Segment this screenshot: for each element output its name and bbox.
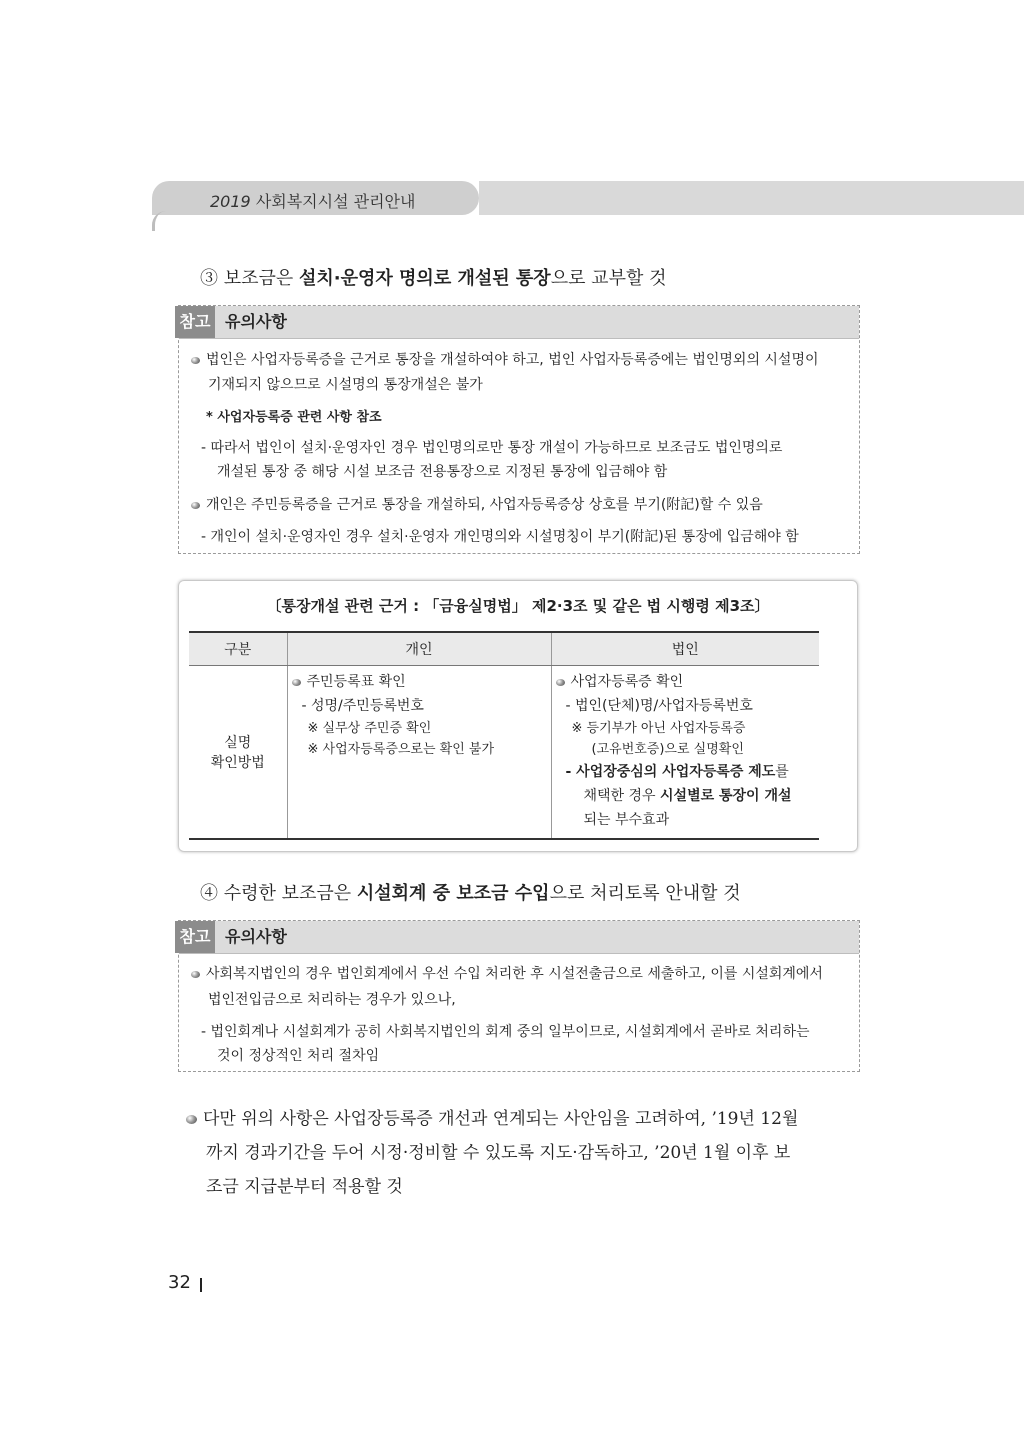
corporate-line-2: - 법인(단체)명/사업자등록번호 (565, 698, 753, 714)
individual-line-3: ※ 실무상 주민증 확인 (307, 721, 432, 736)
note1-text-7: - 개인이 설치·운영자인 경우 설치·운영자 개인명의와 시설명칭이 부기(附記)된 통장에 입금해야 함 (201, 529, 799, 545)
individual-text-1: 주민등록표 확인 (306, 674, 406, 690)
step4-bold: 시설회계 중 보조금 수입 (356, 883, 550, 904)
note2-text-4: 것이 정상적인 처리 절차임 (217, 1048, 380, 1064)
step3-prefix: ③ 보조금은 (200, 268, 299, 289)
note-header-1 (179, 306, 859, 339)
final-line-2: 까지 경과기간을 두어 시정·정비할 수 있도록 지도·감독하고, ’20년 1월 이후 보 (206, 1143, 791, 1163)
note1-line-3 (206, 406, 382, 425)
bullet-icon (191, 502, 200, 509)
note1-line-6 (191, 494, 763, 514)
reference-table (189, 631, 819, 840)
note-title-2: 유의사항 (225, 927, 287, 946)
header-year: 2019 (210, 192, 251, 211)
corporate-pre-2: 채택한 경우 (583, 788, 661, 804)
note1-text-2: 기재되지 않으므로 시설명의 통장개설은 불가 (208, 377, 483, 393)
col-header-individual: 개인 (287, 632, 551, 666)
bullet-icon (186, 1115, 197, 1124)
header-title (210, 189, 415, 212)
corporate-bold-1: - 사업장중심의 사업자등록증 제도 (565, 764, 776, 780)
note1-line-4 (201, 437, 782, 457)
step4-suffix: 으로 처리토록 안내할 것 (549, 883, 741, 904)
note-box-2 (178, 920, 860, 1072)
corporate-line-3: ※ 등기부가 아닌 사업자등록증 (571, 721, 746, 736)
note1-text-4: - 따라서 법인이 설치·운영자인 경우 법인명의로만 통장 개설이 가능하므로 보조금도 법인명의로 (201, 440, 783, 456)
corporate-bold-2: 시설별로 통장이 개설 (660, 788, 792, 804)
note1-text-1: 법인은 사업자등록증을 근거로 통장을 개설하여야 하고, 법인 사업자등록증에는 법인명외의 시설명이 (206, 352, 819, 368)
step4-prefix: ④ 수령한 보조금은 (200, 883, 357, 904)
bullet-icon (191, 357, 200, 364)
row-label-line-2: 확인방법 (210, 755, 265, 771)
step3-suffix: 으로 교부할 것 (550, 268, 667, 289)
header-title-text: 사회복지시설 관리안내 (255, 192, 416, 211)
note1-line-7 (201, 526, 799, 546)
col-header-corporate: 법인 (551, 632, 819, 666)
note1-line-2 (208, 374, 483, 394)
note2-line-4 (217, 1045, 379, 1065)
note2-text-2: 법인전입금으로 처리하는 경우가 있으나, (208, 992, 456, 1008)
page-number-divider (200, 1278, 202, 1292)
header-line (479, 181, 1024, 215)
note-header-2 (179, 921, 859, 954)
individual-line-2: - 성명/주민등록번호 (301, 698, 424, 714)
page-number: 32 (168, 1272, 191, 1293)
note1-text-5: 개설된 통장 중 해당 시설 보조금 전용통장으로 지정된 통장에 입금해야 함 (217, 464, 668, 480)
corporate-line-1 (556, 670, 820, 694)
note2-line-1 (191, 963, 823, 983)
final-text-1: 다만 위의 사항은 사업장등록증 개선과 연계되는 사안임을 고려하여, ’19년 12월 (203, 1109, 799, 1129)
corporate-line-4: (고유번호증)으로 실명확인 (591, 742, 744, 757)
row-label-line-1: 실명 (224, 735, 252, 751)
reference-title: 〔통장개설 관련 근거 : 「금융실명법」 제2·3조 및 같은 법 시행령 제3조〕 (266, 597, 770, 615)
note2-text-1: 사회복지법인의 경우 법인회계에서 우선 수입 처리한 후 시설전출금으로 세출하고, 이를 시설회계에서 (206, 966, 823, 982)
note-tag-2: 참고 (175, 921, 215, 953)
note1-line-5 (217, 461, 667, 481)
individual-line-4: ※ 사업자등록증으로는 확인 불가 (307, 742, 495, 757)
note-box-1 (178, 305, 860, 554)
col-header-category: 구분 (189, 632, 287, 666)
row-label-cell (189, 666, 287, 840)
note1-text-3: * 사업자등록증 관련 사항 참조 (206, 410, 382, 425)
final-line-3: 조금 지급분부터 적용할 것 (206, 1177, 403, 1197)
chapter-header (152, 181, 1024, 231)
note1-line-1 (191, 349, 819, 369)
note2-line-3 (201, 1021, 810, 1041)
individual-line-1 (292, 670, 551, 694)
table-row (189, 666, 819, 840)
step3-bold: 설치·운영자 명의로 개설된 통장 (299, 268, 551, 289)
reference-box (178, 580, 858, 852)
note-title-1: 유의사항 (225, 312, 287, 331)
table-header-row (189, 632, 819, 666)
header-curl (152, 211, 177, 231)
note2-text-3: - 법인회계나 시설회계가 공히 사회복지법인의 회계 중의 일부이므로, 시설회계에서 곧바로 처리하는 (201, 1024, 810, 1040)
bullet-icon (292, 679, 301, 686)
corporate-cell (551, 666, 819, 840)
final-paragraph (186, 1102, 866, 1204)
final-line-1 (186, 1102, 866, 1136)
step-4 (200, 879, 741, 905)
individual-cell (287, 666, 551, 840)
step-3 (200, 264, 666, 290)
corporate-text-1: 사업자등록증 확인 (570, 674, 684, 690)
bullet-icon (191, 971, 200, 978)
note2-line-2 (208, 989, 456, 1009)
bullet-icon (556, 679, 565, 686)
corporate-line-7: 되는 부수효과 (583, 812, 670, 828)
corporate-after-1: 를 (775, 764, 789, 780)
note-tag-1: 참고 (175, 306, 215, 338)
corporate-line-5 (556, 760, 820, 784)
note1-text-6: 개인은 주민등록증을 근거로 통장을 개설하되, 사업자등록증상 상호를 부기(附記)할 수 있음 (206, 497, 763, 513)
corporate-line-6 (556, 784, 820, 808)
